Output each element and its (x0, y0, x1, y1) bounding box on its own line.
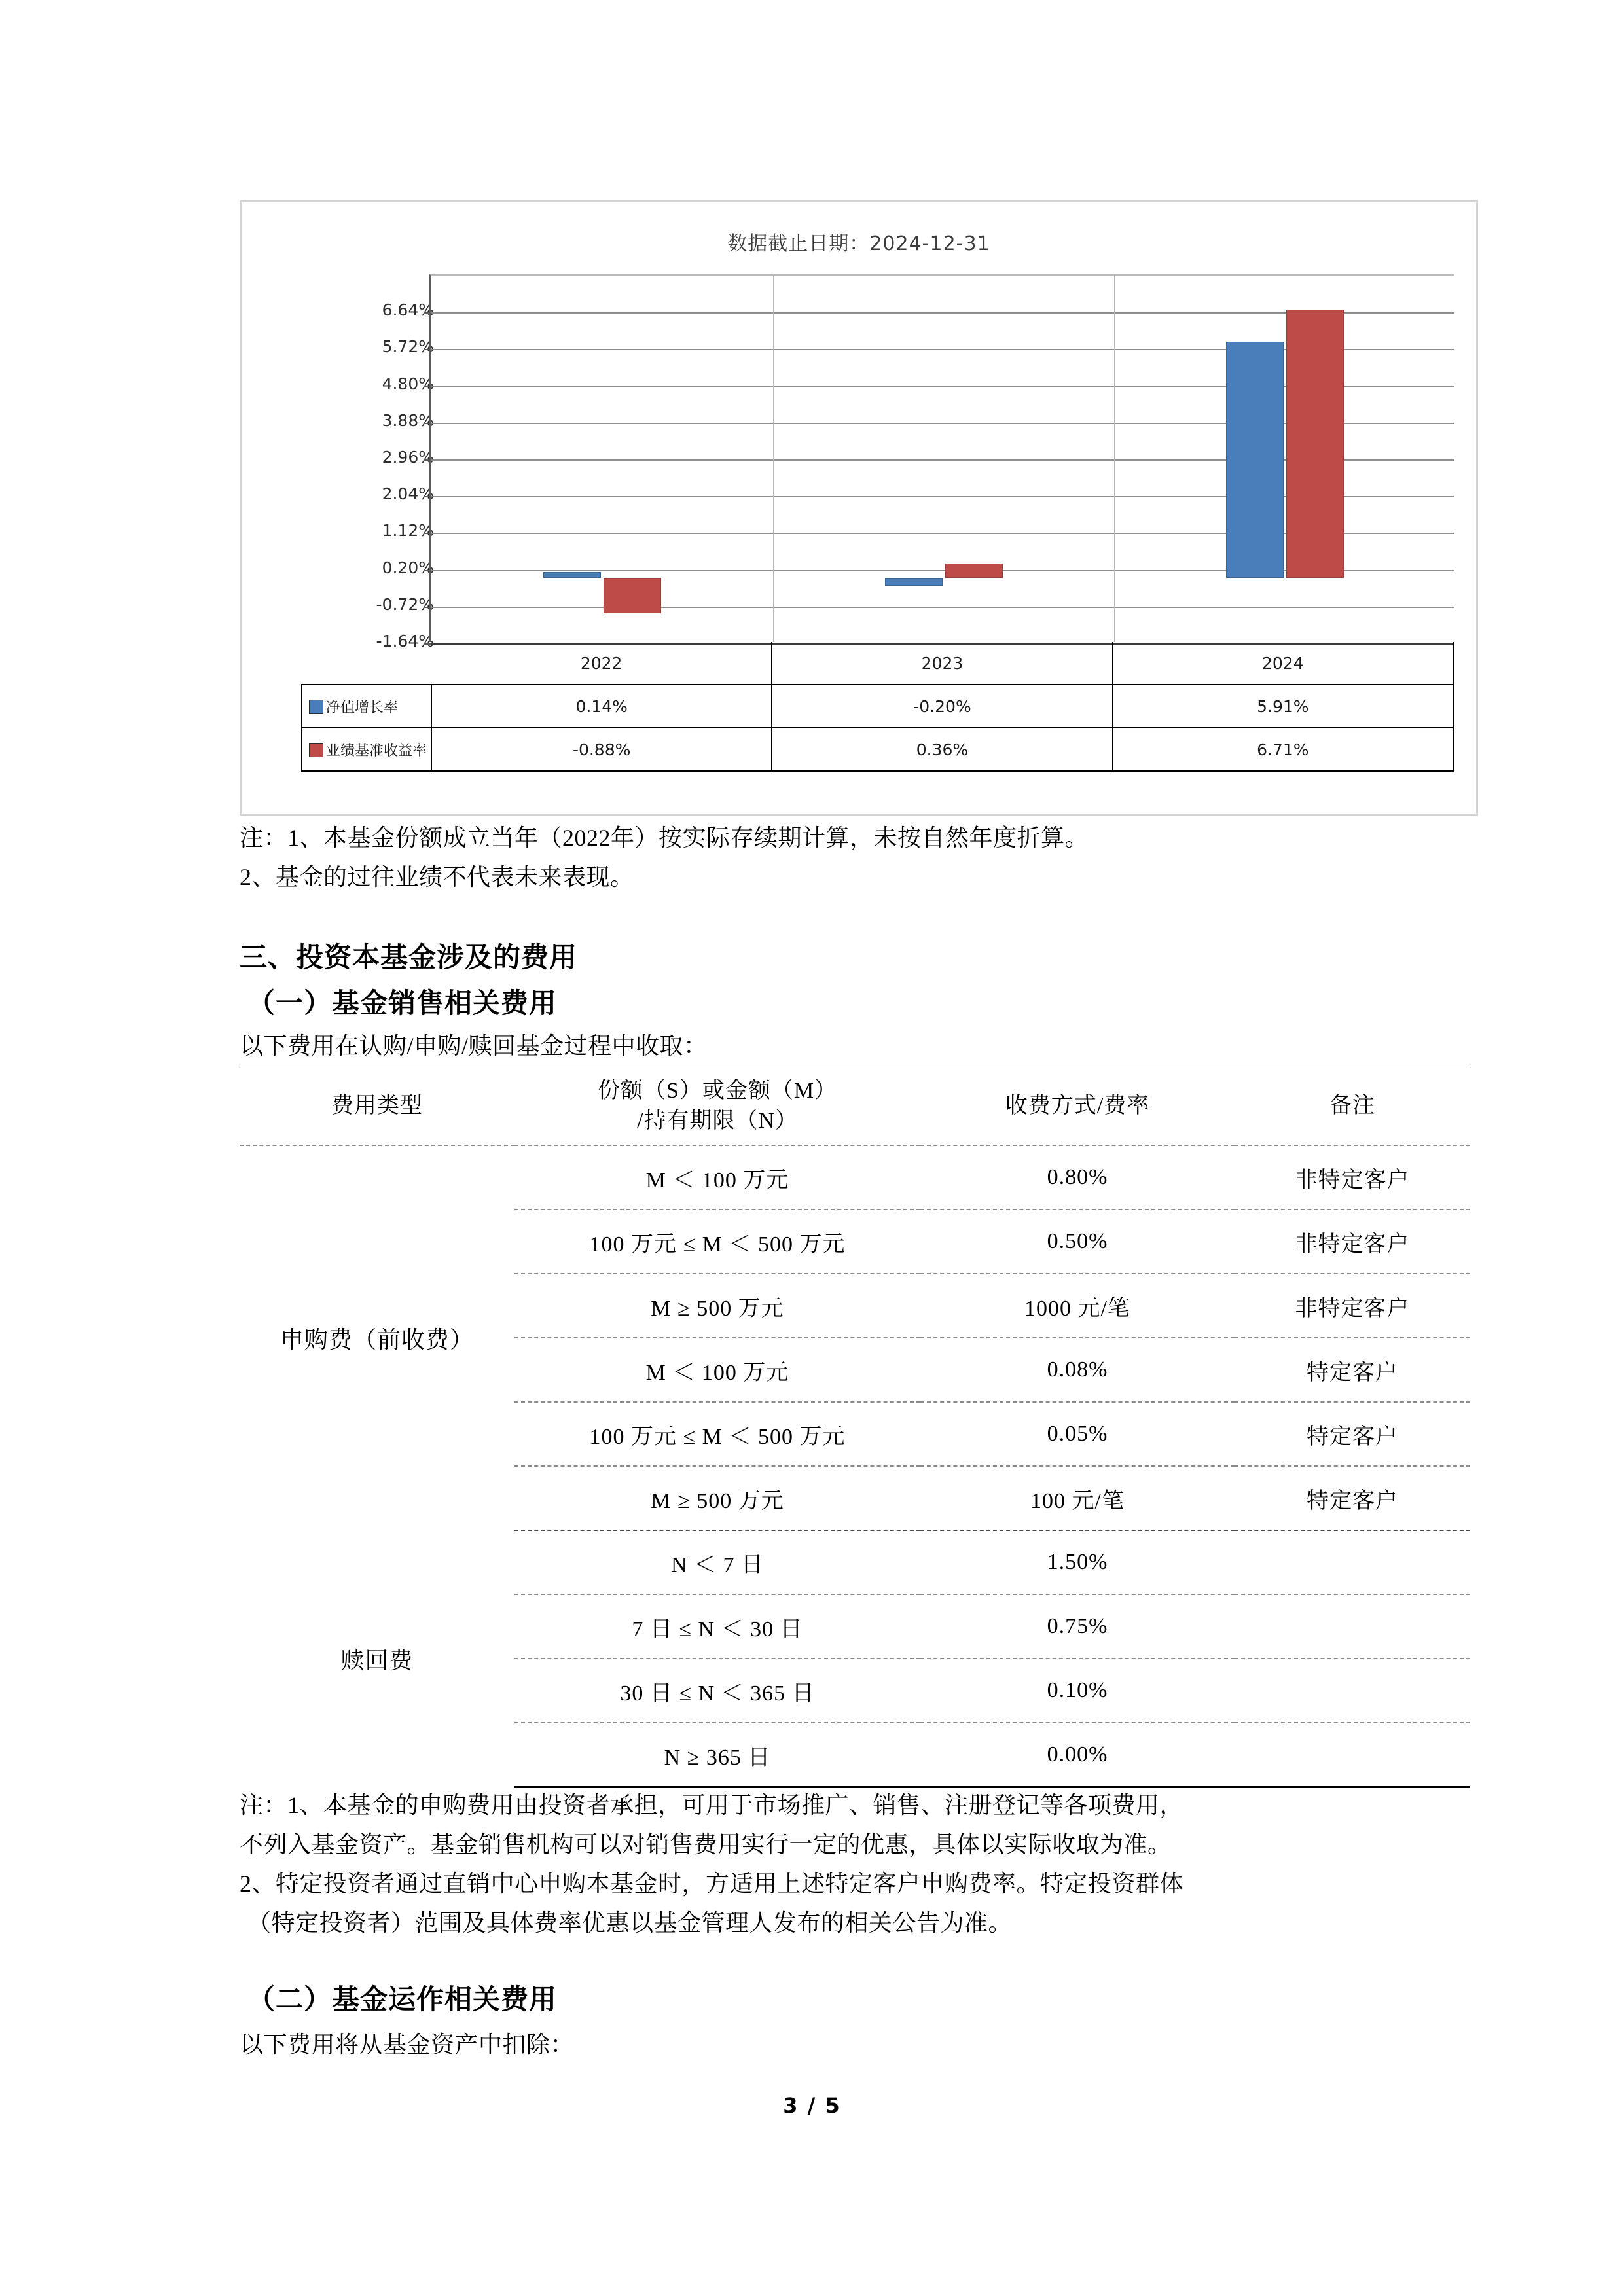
y-axis-tick-label: 3.88% (382, 410, 434, 430)
fee-rate-cell: 0.08% (920, 1338, 1235, 1402)
chart-title: 数据截止日期：2024-12-31 (727, 232, 990, 255)
legend-series-name: 业绩基准收益率 (326, 742, 427, 759)
y-axis-tick-label: -0.72% (376, 594, 434, 614)
fee-range-cell: M ＜ 100 万元 (514, 1145, 920, 1210)
fee-note-cell (1235, 1659, 1470, 1723)
y-axis-tick (424, 570, 431, 571)
y-axis-tick-label: 4.80% (382, 374, 434, 393)
legend-swatch-icon (309, 743, 323, 757)
chart-legend-entry (302, 728, 431, 771)
subsection-heading-two: （二）基金运作相关费用 (247, 1985, 558, 2015)
chart-table-series-row (302, 685, 1453, 728)
chart-table-series-row (302, 728, 1453, 771)
chart-table-value-cell: 0.36% (772, 728, 1112, 771)
y-axis-tick-label: 2.96% (382, 448, 434, 467)
section-heading-three: 三、投资本基金涉及的费用 (240, 943, 578, 973)
fee-range-cell: M ≥ 500 万元 (514, 1466, 920, 1530)
legend-swatch-icon (309, 700, 323, 714)
fee-note-cell: 特定客户 (1235, 1466, 1470, 1530)
chart-table-value-cell: 5.91% (1113, 685, 1453, 728)
y-axis-tick-label: 6.64% (382, 300, 434, 320)
chart-bar (604, 578, 661, 613)
y-axis-tick-label: 2.04% (382, 484, 434, 504)
fee-range-cell: 100 万元 ≤ M ＜ 500 万元 (514, 1210, 920, 1274)
y-axis-tick (424, 312, 431, 314)
performance-chart (240, 200, 1478, 816)
category-separator (773, 276, 774, 642)
subsection-heading-one: （一）基金销售相关费用 (247, 989, 558, 1019)
fee-range-cell: M ＜ 100 万元 (514, 1338, 920, 1402)
y-axis-tick-label: 1.12% (382, 521, 434, 541)
fee-header-range-line1: 份额（S）或金额（M） (597, 1079, 838, 1103)
category-separator (1114, 276, 1115, 642)
fee-range-cell: 100 万元 ≤ M ＜ 500 万元 (514, 1402, 920, 1466)
chart-legend-entry (302, 685, 431, 728)
fee-range-cell: M ≥ 500 万元 (514, 1274, 920, 1338)
y-axis-tick (424, 607, 431, 608)
fee-note-cell: 非特定客户 (1235, 1274, 1470, 1338)
fee-header-range-line2: /持有期限（N） (637, 1109, 798, 1133)
fee-note-1-line-2: 不列入基金资产。基金销售机构可以对销售费用实行一定的优惠，具体以实际收取为准。 (240, 1831, 1172, 1857)
fee-table-row (240, 1145, 1470, 1210)
fee-type-label: 赎回费 (340, 1647, 414, 1674)
fee-note-2-line-1: 2、特定投资者通过直销中心申购本基金时，方适用上述特定客户申购费率。特定投资群体 (240, 1871, 1184, 1897)
chart-table-value-cell: 0.14% (431, 685, 772, 728)
y-axis-tick (424, 386, 431, 387)
fee-rate-cell: 0.50% (920, 1210, 1235, 1274)
fee-type-label: 申购费（前收费） (280, 1327, 474, 1353)
fee-rate-cell: 1.50% (920, 1530, 1235, 1594)
y-axis-tick-label: 5.72% (382, 337, 434, 357)
chart-bar (885, 578, 943, 586)
fee-note-cell: 非特定客户 (1235, 1145, 1470, 1210)
fee-header-range (514, 1067, 920, 1146)
chart-table-year-cell: 2024 (1113, 642, 1453, 685)
sales-fee-table (240, 1066, 1470, 1788)
chart-table-value-cell: -0.88% (431, 728, 772, 771)
chart-data-table (301, 642, 1454, 772)
subsection-two-intro: 以下费用将从基金资产中扣除： (240, 2032, 575, 2058)
chart-note-1: 注：1、本基金份额成立当年（2022年）按实际存续期计算，未按自然年度折算。 (240, 825, 1089, 851)
chart-plot-area (429, 274, 1454, 642)
fee-rate-cell: 100 元/笔 (920, 1466, 1235, 1530)
fee-table-header-row (240, 1067, 1470, 1146)
chart-table-year-row (302, 642, 1453, 685)
chart-table-value-cell: -0.20% (772, 685, 1112, 728)
y-axis-tick-label: 0.20% (382, 558, 434, 577)
y-axis-tick (424, 423, 431, 424)
chart-table-value-cell: 6.71% (1113, 728, 1453, 771)
fee-note-cell (1235, 1594, 1470, 1659)
fee-note-cell: 特定客户 (1235, 1338, 1470, 1402)
fee-range-cell: N ＜ 7 日 (514, 1530, 920, 1594)
chart-note-2: 2、基金的过往业绩不代表未来表现。 (240, 864, 634, 890)
footer-page-number: 3 / 5 (783, 2093, 841, 2118)
chart-table-year-cell: 2023 (772, 642, 1112, 685)
fee-note-1-line-1: 注：1、本基金的申购费用由投资者承担，可用于市场推广、销售、注册登记等各项费用， (240, 1792, 1184, 1818)
chart-bar (1286, 310, 1344, 578)
fee-note-cell (1235, 1530, 1470, 1594)
fee-rate-cell: 0.75% (920, 1594, 1235, 1659)
fee-range-cell: 30 日 ≤ N ＜ 365 日 (514, 1659, 920, 1723)
fee-rate-cell: 0.10% (920, 1659, 1235, 1723)
y-axis-tick (424, 349, 431, 350)
fee-note-cell (1235, 1723, 1470, 1787)
chart-gridline (431, 607, 1454, 608)
fee-note-2-line-2: （特定投资者）范围及具体费率优惠以基金管理人发布的相关公告为准。 (247, 1910, 1013, 1936)
fee-note-cell: 非特定客户 (1235, 1210, 1470, 1274)
legend-series-name: 净值增长率 (326, 699, 399, 716)
fee-range-cell: 7 日 ≤ N ＜ 30 日 (514, 1594, 920, 1659)
fee-header-note: 备注 (1235, 1067, 1470, 1146)
chart-table-corner-cell (302, 642, 431, 685)
fee-rate-cell: 1000 元/笔 (920, 1274, 1235, 1338)
fee-header-rate: 收费方式/费率 (920, 1067, 1235, 1146)
fee-note-cell: 特定客户 (1235, 1402, 1470, 1466)
chart-bar (945, 564, 1003, 578)
fee-rate-cell: 0.80% (920, 1145, 1235, 1210)
subsection-one-intro: 以下费用在认购/申购/赎回基金过程中收取： (240, 1033, 708, 1059)
fee-rate-cell: 0.00% (920, 1723, 1235, 1787)
chart-bar (1226, 342, 1284, 578)
fee-header-type: 费用类型 (240, 1067, 514, 1146)
y-axis-tick (424, 459, 431, 461)
y-axis-tick-label: -1.64% (376, 632, 434, 651)
chart-bar (543, 572, 601, 578)
y-axis-tick (424, 533, 431, 534)
chart-table-year-cell: 2022 (431, 642, 772, 685)
y-axis-tick (424, 496, 431, 497)
fee-rate-cell: 0.05% (920, 1402, 1235, 1466)
fee-table-row (240, 1530, 1470, 1594)
fee-range-cell: N ≥ 365 日 (514, 1723, 920, 1787)
